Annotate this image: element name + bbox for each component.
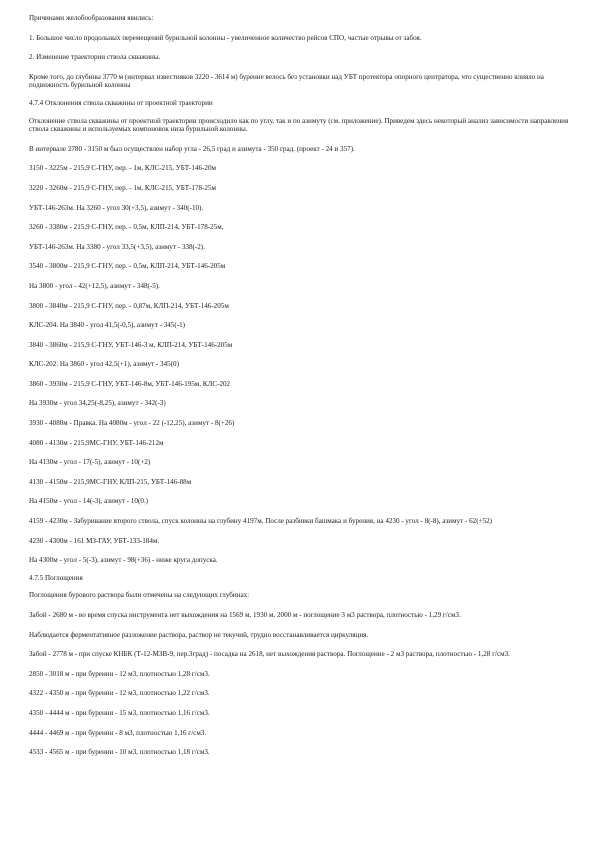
page-content — [29, 14, 569, 757]
line-4130-4150: 4130 - 4150м - 215,9МС-ГНУ, КЛП-215, УБТ-146-88м — [29, 477, 192, 486]
line-na-3800: На 3800 - угол - 42(+12,5), азимут - 348(-5). — [29, 281, 160, 290]
paragraph-losses-intro: Поглощения бурового раствора были отмечены на следующих глубинах: — [29, 591, 250, 600]
line-na-4300: На 4300м - угол - 5(-3), азимут - 98(+36) - ниже круга допуска. — [29, 556, 218, 565]
line-na-4130: На 4130м - угол - 17(-5), азимут - 10(+2) — [29, 458, 151, 467]
paragraph-cause-1: 1. Большое число продольных перемещений бурильной колонны - увеличенное количество рейсов СПО, частые отрывы от забоя. — [29, 33, 422, 42]
line-3860-3930: 3860 - 3930м - 215,9 С-ГНУ, УБТ-146-8м, УБТ-146-195м, КЛС-202 — [29, 379, 231, 388]
line-3260-3380: 3260 - 3380м - 215,9 С-ГНУ, пер. - 0,5м, КЛП-214, УБТ-178-25м, — [29, 223, 224, 232]
line-4230-4300: 4230 - 4300м - 161 МЗ-ГАУ, УБТ-133-184м. — [29, 536, 160, 545]
line-kls-202: КЛС-202. На 3860 - угол 42,5(+1), азимут - 345(0) — [29, 360, 179, 369]
line-3840-3860: 3840 - 3860м - 215,9 С-ГНУ, УБТ-146-3 м, КЛП-214, УБТ-146-205м — [29, 340, 233, 349]
line-3540-3800: 3540 - 3800м - 215,9 С-ГНУ, пер. - 0,5м, КЛП-214, УБТ-146-205м — [29, 262, 226, 271]
line-ubt-3380: УБТ-146-263м. На 3380 - угол 33,5(+3,5), азимут - 338(-2). — [29, 242, 205, 251]
paragraph-interval-2780: В интервале 2780 - 3150 м был осуществлен набор угла - 26,5 град и азимута - 350 град. (проект - 24 и 357). — [29, 144, 355, 153]
line-loss-4444-4469: 4444 - 4469 м - при бурении - 8 м3, плотностью 1,16 г/см3. — [29, 728, 207, 737]
line-kls-204: КЛС-204. На 3840 - угол 41,5(-0,5), азимут - 345(-1) — [29, 321, 185, 330]
line-4080-4130: 4080 - 4130м - 215,9МС-ГНУ, УБТ-146-212м — [29, 438, 164, 447]
line-loss-2850-3018: 2850 - 3018 м - при бурении - 12 м3, плотностью 1,28 г/см3. — [29, 669, 210, 678]
line-na-3930: На 3930м - угол 34,25(-8,25), азимут - 342(-3) — [29, 399, 166, 408]
paragraph-fermentation: Наблюдается ферментативное разложение раствора, раствор не текучий, трудно восстанавливается циркуляция. — [29, 630, 369, 639]
paragraph-zaboi-2778: Забой - 2778 м - при спуске КНБК (Т-12-МЗВ-9, пер.3град) - посадка на 2618, нет выхождения раствора. Поглощение - 2 м3 раствора, плотностью - 1,28 г/см3. — [29, 650, 510, 659]
section-heading-4-7-5: 4.7.5 Поглощения — [29, 573, 83, 582]
paragraph-zaboi-2680: Забой - 2680 м - во время спуска инструмента нет выхождения на 1569 м, 1930 м, 2000 м - поглощение 3 м3 раствора, плотностью - 1,29 г/см3. — [29, 611, 461, 619]
section-heading-4-7-4: 4.7.4 Отклонения ствола скважины от проектной траектории — [29, 98, 213, 107]
paragraph-cause-2: 2. Изменение траектории ствола скважины. — [29, 53, 161, 62]
line-3930-4080: 3930 - 4080м - Правка. На 4080м - угол - 22 (-12,25), азимут - 8(+26) — [29, 419, 235, 428]
paragraph-protector-note: Кроме того, до глубины 3770 м (интервал известняков 3220 - 3614 м) бурение велось без установки над УБТ протектора опорного центратора, что существенно влияло на подвижность бурильной колонны — [29, 72, 544, 90]
line-ubt-3260: УБТ-146-263м. На 3260 - угол 30(+3,5), азимут - 340(-10). — [29, 203, 204, 212]
line-4159-4230: 4159 - 4230м - Забуривание второго ствола, спуск колонны на глубину 4197м. После разбивки башмака и бурения, на 4230 - угол - 8(-8), азимут - 62(+52) — [29, 517, 493, 526]
line-loss-4350-4444: 4350 - 4444 м - при бурении - 15 м3, плотностью 1,16 г/см3. — [29, 708, 210, 717]
line-na-4150: На 4150м - угол - 14(-3), азимут - 10(0.) — [29, 497, 149, 506]
paragraph-causes-heading: Причинами желобообразования явились: — [29, 14, 154, 22]
line-3220-3260: 3220 - 3260м - 215,9 С-ГНУ, пер. - 1м, КЛС-215, УБТ-178-25м — [29, 183, 217, 192]
line-loss-4533-4565: 4533 - 4565 м - при бурении - 10 м3, плотностью 1,18 г/см3. — [29, 748, 210, 757]
line-loss-4322-4350: 4322 - 4350 м - при бурении - 12 м3, плотностью 1,22 г/см3. — [29, 689, 210, 698]
paragraph-deviation-analysis: Отклонение ствола скважины от проектной траектории происходило как по углу, так и по азимуту (см. приложение). Приведем здесь некоторый анализ зависимости направления ствола скважины и используемых компоновок низа бурильной колонны. — [29, 116, 569, 134]
line-3150-3225: 3150 - 3225м - 215,9 С-ГНУ, пер. - 1м, КЛС-215, УБТ-146-20м — [29, 164, 217, 173]
line-3800-3840: 3800 - 3840м - 215,9 С-ГНУ, пер. - 0,87м, КЛП-214, УБТ-146-205м — [29, 301, 229, 310]
